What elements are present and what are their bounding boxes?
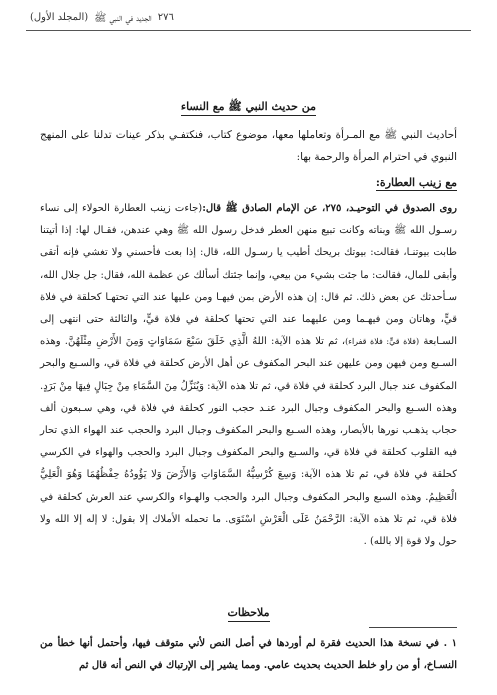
page-number: ٢٧٦: [157, 12, 174, 23]
section-title: من حديث النبي ﷺ مع النساء: [0, 100, 497, 116]
hadith-text-part: (جاءت زينب العطارة الحولاء إلى نساء رسـول الله ﷺ وبناته وكانت تبيع منهن العطر فدخل رسول الله ﷺ وهي عندهن، فقـال لها: إذا أتيتنا طابت بيوتنـا، فقالت: بيوتك بريحك أطيب يا رسـول الله، قال: إذا بعت فأحسني ولا تغشي فإنه أتقى وأبقى للمال، فقالت: ما جئت بشيء من بيعي، وإنما جئتك أسألك عن عظمة الله، فقال: جل جلال الله، سـأحدثك عن بعض ذلك. ثم قال: إن هذه الأرض بمن فيهـا ومن عليها عند التي تحتهـا كحلقة في فلاة قيٍّ، وهاتان ومن فيهـما ومن عليهما عند التي تحتها كحلقة في فلاة قيٍّ، والثالثة حتى انتهى إلى السـابعة: [40, 203, 458, 348]
quran-verse: الرَّحْمَنُ عَلَى الْعَرْشِ اسْتَوَى: [228, 513, 346, 525]
gloss: (فلاة قيٍّ: فلاة قفراء): [345, 337, 420, 347]
hadith-text: [40, 198, 457, 553]
narration-lead: روى الصدوق في التوحيـد، ٢٧٥، عن الإمام الصادق ﷺ قال:: [202, 203, 457, 214]
quran-verse: اللهُ الَّذِي خَلَقَ سَبْعَ سَمَاوَاتٍ وَمِنَ الأَرْضِ مِثْلَهُنَّ: [68, 336, 267, 348]
hadith-text-part: . ما تحمله الأملاك إلا بقول: لا إله إلا الله ولا حول ولا قوة إلا بالله) .: [40, 513, 457, 548]
hadith-text-part: . وهذه السـبع والبحر المكفوف وجبال البرد عنـد حجب النور كحلقة في فلاة قي، وهي سـبعون ألف حجاب يذهـب نورها بالأبصار، وهذه السـبع والبحر المكفوف وجبال البرد والحجب عند الهواء الذي تحار فيه القلوب كحلقة في فلاة قي، والسـبع والبحر المكفوف وجبال البرد والحجب والهواء في الكرسي كحلقة في فلاة قي، ثم تلا هذه الآية:: [40, 380, 457, 481]
hadith-text-part: . وهذه السـبع ومن فيهن ومن عليهن عند البحر المكفوف عن أهل الأرض كحلقة في فلاة قي، والسـبع والبحر المكفوف عند جبال البرد كحلقة في فلاة قي، ثم تلا هذه الآية:: [40, 336, 457, 392]
hadith-text-part: . وهذه السبع والبحر المكفوف وجبال البرد والحجب والهـواء والكرسي عند العرش كحلقة في فلاة قي، ثم تلا هذه الآية:: [40, 491, 458, 525]
intro-paragraph: أحاديث النبي ﷺ مع المـرأة وتعاملها معها، موضوع كتاب، فنكتفـي بذكر عينات تدلنا على المنهج النبوي في احترام المرأة والرحمة بها:: [40, 129, 457, 163]
volume-label: (المجلد الأول): [30, 12, 89, 23]
book-title: الجديد في النبي ﷺ: [94, 13, 152, 24]
notes-divider: [369, 627, 457, 628]
notes-title: ملاحظات: [0, 606, 497, 619]
hadith-text-part: ، ثم تلا هذه الآية:: [271, 336, 346, 348]
header-divider: [26, 30, 471, 31]
subheading: مع زينب العطارة:: [375, 176, 457, 189]
quran-verse: وَيُنَزِّلُ مِنَ السَّمَاءِ مِنْ جِبَالٍ فِيهَا مِنْ بَرَدٍ: [43, 380, 204, 392]
running-head: [30, 12, 467, 26]
footnote: ١ . في نسخة هذا الحديث فقرة لم أوردها في أصل النص لأني متوقف فيها، وأحتمل أنها خطأ من النسـاخ، أو من راو خلط الحديث بحديث عامي. ومما يشير إلى الإرتباك في النص أنه قال ثم: [40, 638, 457, 671]
quran-verse: وَسِعَ كُرْسِيُّهُ السَّمَاوَاتِ وَالأَرْضَ وَلا يَؤُودُهُ حِفْظُهُمَا وَهُوَ الْعَلِيُّ الْعَظِيمُ: [40, 469, 457, 503]
